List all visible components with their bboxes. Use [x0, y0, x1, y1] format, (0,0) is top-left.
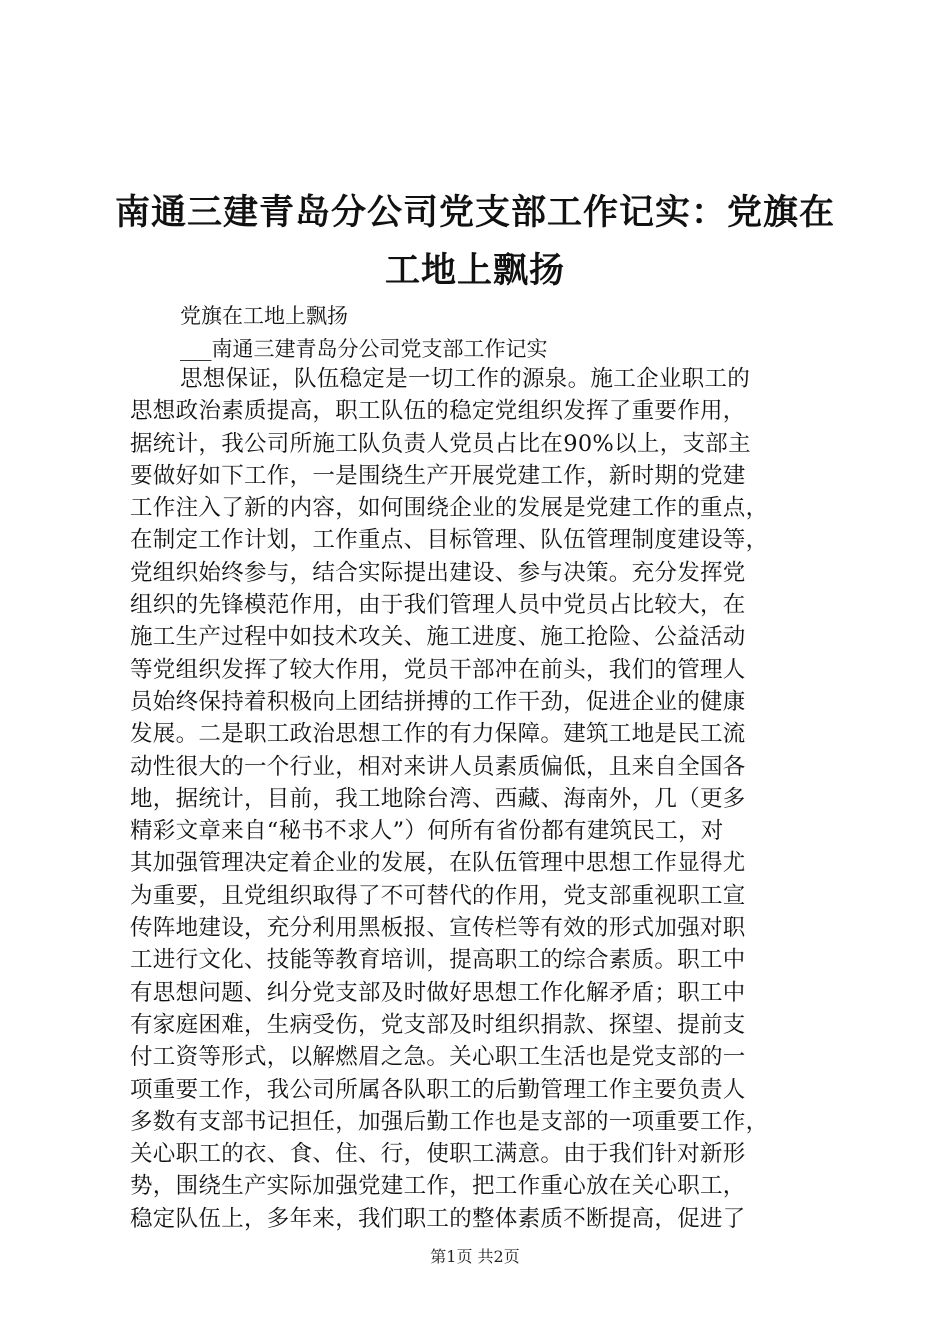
body-line: 付工资等形式，以解燃眉之急。关心职工生活也是党支部的一: [130, 1044, 746, 1071]
body-line: 组织的先锋模范作用，由于我们管理人员中党员占比较大，在: [130, 592, 746, 619]
body-line: 工进行文化、技能等教育培训，提高职工的综合素质。职工中: [130, 947, 746, 974]
document-subtitle: 党旗在工地上飘扬: [180, 304, 348, 328]
body-line: 发展。二是职工政治思想工作的有力保障。建筑工地是民工流: [130, 721, 746, 748]
document-title-line-1: 南通三建青岛分公司党支部工作记实：党旗在: [114, 192, 835, 233]
body-line: 要做好如下工作，一是围绕生产开展党建工作，新时期的党建: [130, 462, 746, 489]
body-line: 多数有支部书记担任，加强后勤工作也是支部的一项重要工作，: [130, 1108, 769, 1135]
document-byline: ___南通三建青岛分公司党支部工作记实: [180, 337, 548, 361]
body-line: 为重要，且党组织取得了不可替代的作用，党支部重视职工宣: [130, 882, 746, 909]
body-line: 精彩文章来自“秘书不求人”）何所有省份都有建筑民工，对: [130, 818, 724, 845]
body-line: 工作注入了新的内容，如何围绕企业的发展是党建工作的重点，: [130, 495, 769, 522]
body-line: 有家庭困难，生病受伤，党支部及时组织捐款、探望、提前支: [130, 1011, 746, 1038]
body-line: 据统计，我公司所施工队负责人党员占比在90%以上，支部主: [130, 430, 751, 457]
body-line: 势，围绕生产实际加强党建工作，把工作重心放在关心职工，: [130, 1173, 746, 1200]
body-line: 思想保证，队伍稳定是一切工作的源泉。施工企业职工的: [180, 366, 751, 392]
body-line: 项重要工作，我公司所属各队职工的后勤管理工作主要负责人: [130, 1076, 746, 1103]
body-line: 有思想问题、纠分党支部及时做好思想工作化解矛盾；职工中: [130, 979, 746, 1006]
body-line: 动性很大的一个行业，相对来讲人员素质偏低，且来自全国各: [130, 753, 746, 780]
document-title-line-2: 工地上飘扬: [384, 250, 565, 291]
body-line: 其加强管理决定着企业的发展，在队伍管理中思想工作显得尤: [130, 850, 746, 877]
page-number-footer: 第1页 共2页: [430, 1247, 520, 1266]
body-line: 思想政治素质提高，职工队伍的稳定党组织发挥了重要作用，: [130, 398, 746, 425]
body-line: 关心职工的衣、食、住、行，使职工满意。由于我们针对新形: [130, 1141, 746, 1168]
body-line: 地，据统计，目前，我工地除台湾、西藏、海南外，几（更多: [130, 785, 746, 812]
body-line: 施工生产过程中如技术攻关、施工进度、施工抢险、公益活动: [130, 624, 746, 651]
body-line: 党组织始终参与，结合实际提出建设、参与决策。充分发挥党: [130, 559, 746, 586]
body-line: 在制定工作计划，工作重点、目标管理、队伍管理制度建设等，: [130, 527, 769, 554]
document-body: [130, 363, 830, 1235]
body-line: 传阵地建设，充分利用黑板报、宣传栏等有效的形式加强对职: [130, 915, 746, 942]
body-line: 稳定队伍上，多年来，我们职工的整体素质不断提高，促进了: [130, 1205, 746, 1232]
body-line: 员始终保持着积极向上团结拼搏的工作干劲，促进企业的健康: [130, 688, 746, 715]
body-line: 等党组织发挥了较大作用，党员干部冲在前头，我们的管理人: [130, 656, 746, 683]
